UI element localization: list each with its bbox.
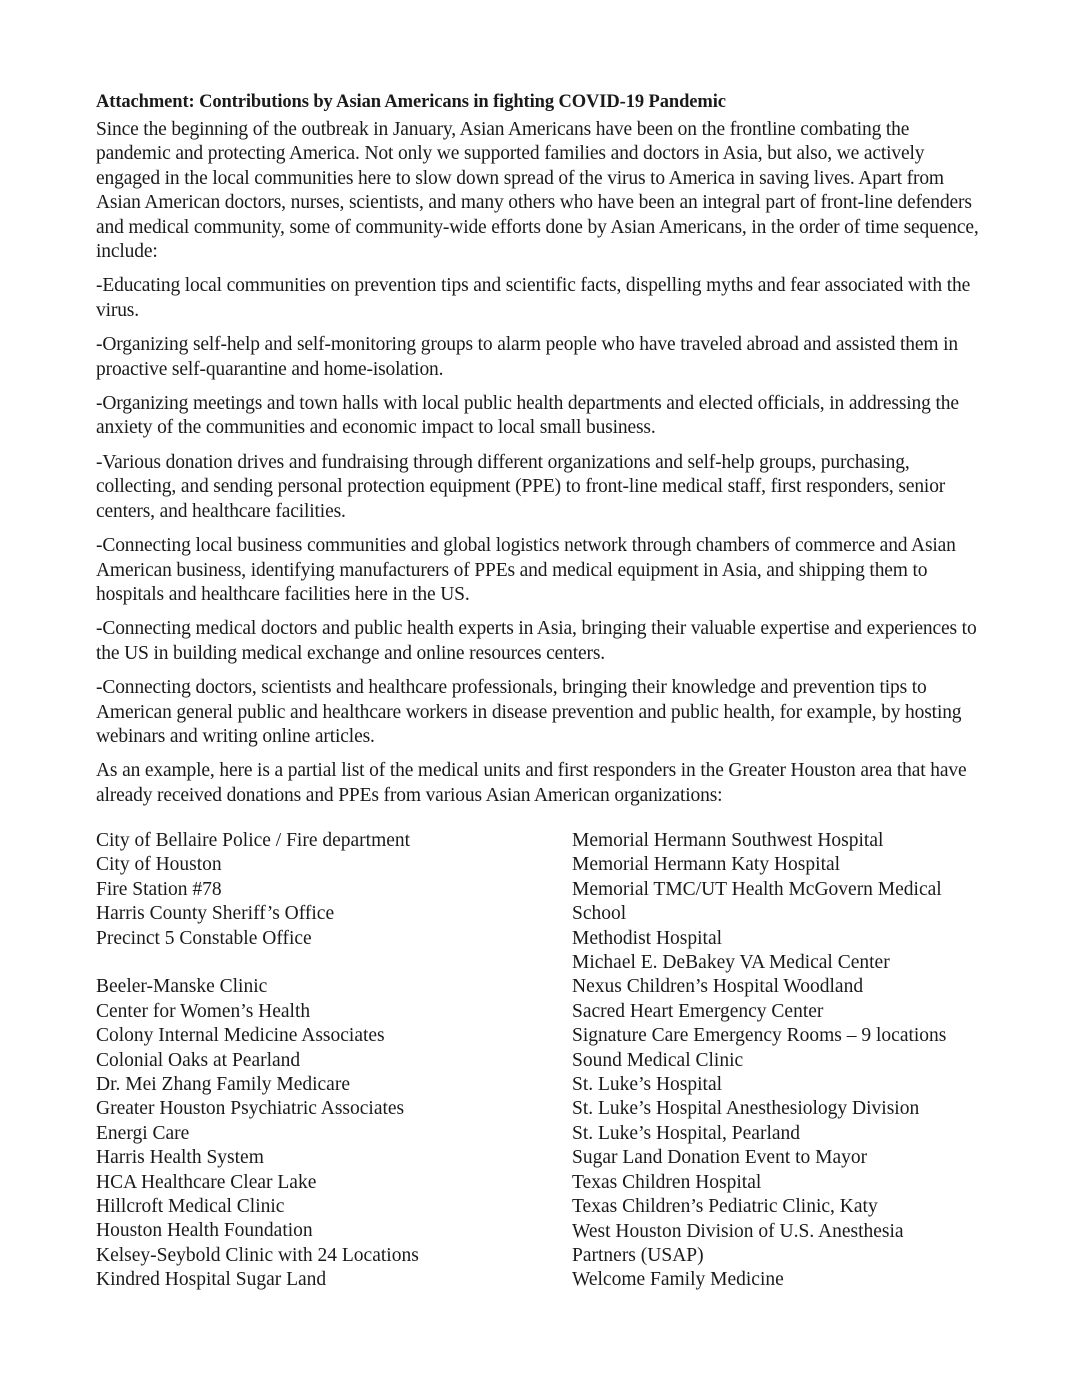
recipient-item: Colonial Oaks at Pearland bbox=[96, 1049, 301, 1071]
effort-item: -Organizing self-help and self-monitoring groups to alarm people who have traveled abroad and assisted them in proactive self-quarantine and home-isolation. bbox=[96, 334, 959, 380]
recipient-item: Fire Station #78 bbox=[96, 878, 222, 900]
document-title: Attachment: Contributions by Asian Americans in fighting COVID-19 Pandemic bbox=[96, 92, 726, 112]
recipient-item: Memorial Hermann Southwest Hospital bbox=[572, 830, 884, 851]
recipient-item: Precinct 5 Constable Office bbox=[96, 927, 312, 949]
recipient-item: Texas Children’s Pediatric Clinic, Katy bbox=[572, 1196, 878, 1218]
recipient-item: St. Luke’s Hospital bbox=[572, 1074, 723, 1096]
recipient-item: Houston Health Foundation bbox=[96, 1220, 313, 1242]
recipient-item: Hillcroft Medical Clinic bbox=[96, 1196, 285, 1218]
recipient-item: City of Houston bbox=[96, 854, 222, 876]
recipients-left-column bbox=[96, 829, 566, 1293]
recipient-item: Memorial TMC/UT Health McGovern Medical School bbox=[572, 878, 942, 925]
recipient-item: HCA Healthcare Clear Lake bbox=[96, 1171, 317, 1193]
effort-item: -Connecting medical doctors and public health experts in Asia, bringing their valuable expertise and experiences to the US in building medical exchange and online resources centers. bbox=[96, 618, 977, 664]
recipients-right-column bbox=[572, 829, 992, 1293]
recipient-item: St. Luke’s Hospital Anesthesiology Division bbox=[572, 1098, 920, 1120]
recipient-item: Kindred Hospital Sugar Land bbox=[96, 1269, 327, 1291]
recipient-item: Energi Care bbox=[96, 1122, 190, 1144]
list-intro-paragraph: As an example, here is a partial list of the medical units and first responders in the Greater Houston area that have already received donations and PPEs from various Asian American organizations: bbox=[96, 760, 967, 806]
recipient-item: Harris Health System bbox=[96, 1147, 264, 1169]
recipient-item: Center for Women’s Health bbox=[96, 1000, 311, 1022]
recipient-item: Michael E. DeBakey VA Medical Center bbox=[572, 952, 890, 974]
effort-item: -Connecting local business communities and global logistics network through chambers of commerce and Asian American business, identifying manufacturers of PPEs and medical equipment in Asia, and shipping them to hospitals and healthcare facilities here in the US. bbox=[96, 535, 956, 605]
recipient-item: Harris County Sheriff’s Office bbox=[96, 903, 335, 925]
group-spacer bbox=[96, 951, 566, 975]
recipient-item: Sound Medical Clinic bbox=[572, 1049, 744, 1071]
recipient-item: St. Luke’s Hospital, Pearland bbox=[572, 1122, 801, 1144]
recipient-item: Nexus Children’s Hospital Woodland bbox=[572, 976, 864, 998]
recipient-item: City of Bellaire Police / Fire department bbox=[96, 830, 411, 851]
recipient-item: Memorial Hermann Katy Hospital bbox=[572, 854, 841, 876]
recipient-item: Welcome Family Medicine bbox=[572, 1269, 784, 1291]
recipient-item: Colony Internal Medicine Associates bbox=[96, 1025, 385, 1047]
effort-item: -Educating local communities on prevention tips and scientific facts, dispelling myths and fear associated with the virus. bbox=[96, 275, 971, 321]
recipient-item: Texas Children Hospital bbox=[572, 1171, 762, 1193]
recipient-item: Sugar Land Donation Event to Mayor bbox=[572, 1147, 868, 1169]
effort-item: -Connecting doctors, scientists and healthcare professionals, bringing their knowledge and prevention tips to American general public and healthcare workers in disease prevention and public health, for example, by hosting webinars and writing online articles. bbox=[96, 677, 962, 747]
intro-paragraph: Since the beginning of the outbreak in January, Asian Americans have been on the frontline combating the pandemic and protecting America. Not only we supported families and doctors in Asia, but also, we actively engaged in the local communities here to slow down spread of the virus to America in saving lives. Apart from Asian American doctors, nurses, scientists, and many others who have been an integral part of front-line defenders and medical community, some of community-wide efforts done by Asian Americans, in the order of time sequence, include: bbox=[96, 119, 979, 263]
recipient-item: West Houston Division of U.S. Anesthesia Partners (USAP) bbox=[572, 1220, 904, 1266]
effort-item: -Various donation drives and fundraising through different organizations and self-help groups, purchasing, collecting, and sending personal protection equipment (PPE) to front-line medical staff, first responders, senior centers, and healthcare facilities. bbox=[96, 451, 946, 522]
recipient-item: Methodist Hospital bbox=[572, 927, 723, 949]
recipient-item: Sacred Heart Emergency Center bbox=[572, 1000, 824, 1022]
recipient-item: Greater Houston Psychiatric Associates bbox=[96, 1098, 405, 1120]
recipient-item: Beeler-Manske Clinic bbox=[96, 976, 268, 998]
recipient-item: Signature Care Emergency Rooms – 9 locations bbox=[572, 1025, 947, 1047]
recipient-item: Kelsey-Seybold Clinic with 24 Locations bbox=[96, 1244, 419, 1266]
recipient-item: Dr. Mei Zhang Family Medicare bbox=[96, 1074, 350, 1096]
effort-item: -Organizing meetings and town halls with local public health departments and elected officials, in addressing the anxiety of the communities and economic impact to local small business. bbox=[96, 393, 959, 439]
document-page bbox=[96, 90, 986, 1291]
